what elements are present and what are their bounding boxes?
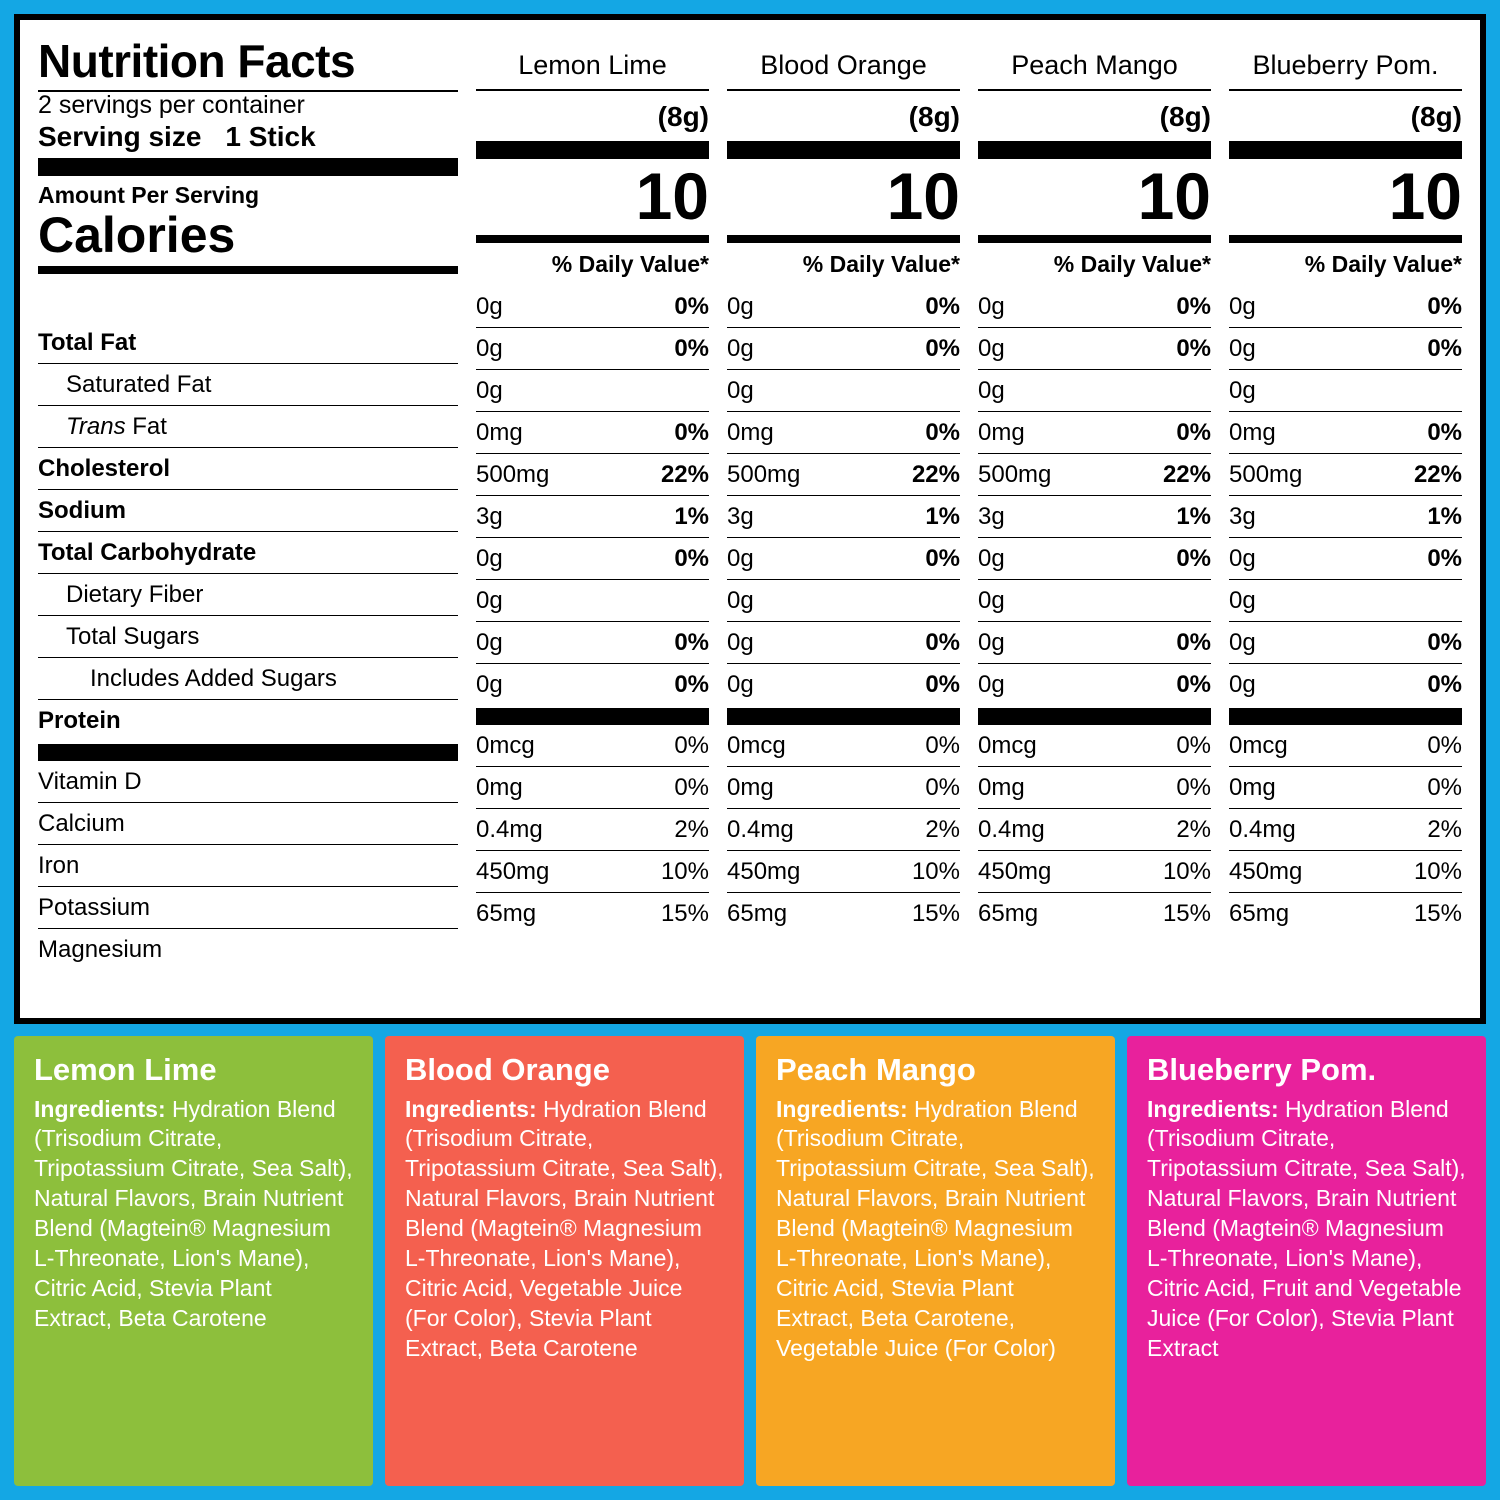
- daily-value: 10%: [1413, 858, 1462, 885]
- label-text: Magnesium: [38, 935, 163, 963]
- value-row-calcium: [1229, 766, 1462, 808]
- flavor-column-peach-mango: [978, 30, 1211, 1004]
- daily-value: 0%: [1427, 774, 1462, 801]
- value-row-trans-fat: [476, 369, 709, 411]
- value-row-sodium: [1229, 453, 1462, 495]
- flavor-column-blood-orange: [727, 30, 960, 1004]
- amount: 0g: [727, 293, 754, 320]
- daily-value: 0%: [674, 419, 709, 446]
- amount: 500mg: [1229, 461, 1303, 488]
- label-text: Potassium: [38, 893, 151, 921]
- amount: 450mg: [727, 858, 801, 885]
- nutrient-label-added-sugars: [38, 657, 458, 699]
- daily-value: 0%: [1427, 671, 1462, 698]
- ingredients-text: Hydration Blend (Trisodium Citrate, Tripotassium Citrate, Sea Salt), Natural Flavors, Brain Nutrient Blend (Magtein® Magnesium L-Threonate, Lion's Mane), Citric Acid, Vegetable Juice (For Color), Stevia Plant Extract, Beta Carotene: [405, 1095, 724, 1361]
- flavor-column-header: Lemon Lime: [476, 30, 709, 91]
- amount: 0g: [476, 629, 503, 656]
- amount: 0g: [476, 335, 503, 362]
- daily-value: 0%: [1176, 732, 1211, 759]
- calories-label: Calories: [38, 207, 236, 264]
- serving-weight: (8g): [1159, 101, 1211, 132]
- ingredient-card-title: Peach Mango: [776, 1052, 976, 1087]
- daily-value: 22%: [1413, 461, 1462, 488]
- divider-medium: [38, 266, 458, 274]
- amount: 0g: [978, 545, 1005, 572]
- value-row-cholesterol: [978, 411, 1211, 453]
- micronutrient-label-potassium: [38, 886, 458, 928]
- value-row-added-sugars: [727, 621, 960, 663]
- amount: 0g: [476, 671, 503, 698]
- amount: 0.4mg: [476, 816, 543, 843]
- daily-value: 2%: [1176, 816, 1211, 843]
- value-row-total-carbohydrate: [476, 495, 709, 537]
- divider-medium: [1229, 235, 1462, 243]
- label-text: Saturated Fat: [66, 370, 212, 398]
- calories-value: 10: [1388, 159, 1462, 233]
- calories-value: 10: [635, 159, 709, 233]
- value-row-saturated-fat: [727, 327, 960, 369]
- daily-value: 2%: [1427, 816, 1462, 843]
- amount: 0g: [1229, 293, 1256, 320]
- nutrient-label-cholesterol: [38, 447, 458, 489]
- value-row-vitamin-d: [727, 725, 960, 766]
- ingredient-cards: [14, 1036, 1486, 1486]
- value-row-total-fat: [978, 286, 1211, 327]
- value-row-trans-fat: [727, 369, 960, 411]
- amount: 65mg: [978, 900, 1039, 927]
- value-row-total-fat: [1229, 286, 1462, 327]
- value-row-total-sugars: [1229, 579, 1462, 621]
- value-row-total-carbohydrate: [727, 495, 960, 537]
- amount-per-serving-label: Amount Per Serving: [38, 182, 260, 209]
- value-row-saturated-fat: [1229, 327, 1462, 369]
- ingredient-card-body: [405, 1095, 724, 1364]
- value-row-iron: [1229, 808, 1462, 850]
- ingredients-lead: Ingredients:: [34, 1095, 166, 1122]
- micronutrient-label-list: [38, 761, 458, 970]
- daily-value: 1%: [674, 503, 709, 530]
- ingredient-card-title: Blood Orange: [405, 1052, 610, 1087]
- ingredient-card-blueberry-pom: [1127, 1036, 1486, 1486]
- amount: 0mg: [476, 774, 523, 801]
- value-row-protein: [1229, 663, 1462, 705]
- amount: 0g: [978, 629, 1005, 656]
- daily-value: 10%: [660, 858, 709, 885]
- value-row-total-fat: [476, 286, 709, 327]
- value-row-magnesium: [1229, 892, 1462, 934]
- amount: 0.4mg: [978, 816, 1045, 843]
- daily-value: 10%: [1162, 858, 1211, 885]
- amount: 0g: [1229, 671, 1256, 698]
- amount: 0mg: [978, 774, 1025, 801]
- value-list: [727, 286, 960, 705]
- serving-weight: (8g): [657, 101, 709, 132]
- daily-value: 2%: [925, 816, 960, 843]
- daily-value: 0%: [1176, 629, 1211, 656]
- daily-value: 0%: [1427, 629, 1462, 656]
- value-row-dietary-fiber: [727, 537, 960, 579]
- amount: 0g: [1229, 377, 1256, 404]
- value-row-dietary-fiber: [1229, 537, 1462, 579]
- value-row-calcium: [476, 766, 709, 808]
- amount: 500mg: [978, 461, 1052, 488]
- nutrient-label-saturated-fat: [38, 363, 458, 405]
- value-row-iron: [727, 808, 960, 850]
- value-row-cholesterol: [1229, 411, 1462, 453]
- dv-header-spacer: [38, 276, 458, 322]
- amount: 0g: [1229, 587, 1256, 614]
- daily-value: 0%: [925, 335, 960, 362]
- daily-value-header: % Daily Value*: [802, 251, 960, 277]
- value-row-total-carbohydrate: [1229, 495, 1462, 537]
- value-row-total-carbohydrate: [978, 495, 1211, 537]
- daily-value: 2%: [674, 816, 709, 843]
- amount: 500mg: [476, 461, 550, 488]
- value-row-added-sugars: [978, 621, 1211, 663]
- value-row-total-sugars: [727, 579, 960, 621]
- divider-thick: [38, 158, 458, 176]
- amount: 0g: [727, 545, 754, 572]
- amount: 0mcg: [727, 732, 786, 759]
- daily-value: 0%: [674, 629, 709, 656]
- value-row-potassium: [1229, 850, 1462, 892]
- amount: 0g: [1229, 545, 1256, 572]
- amount: 0mg: [1229, 419, 1276, 446]
- value-row-potassium: [978, 850, 1211, 892]
- serving-size-value: 1 Stick: [225, 120, 316, 152]
- divider-medium: [476, 235, 709, 243]
- ingredients-lead: Ingredients:: [1147, 1095, 1279, 1122]
- value-row-saturated-fat: [476, 327, 709, 369]
- value-row-calcium: [978, 766, 1211, 808]
- amount: 0g: [978, 671, 1005, 698]
- nutrition-grid: [38, 30, 1462, 1004]
- daily-value: 1%: [925, 503, 960, 530]
- daily-value: 0%: [1176, 419, 1211, 446]
- label-text: Iron: [38, 851, 80, 879]
- flavor-column-header: Blueberry Pom.: [1229, 30, 1462, 91]
- divider-bar: [1229, 708, 1462, 725]
- amount: 3g: [727, 503, 754, 530]
- amount: 450mg: [476, 858, 550, 885]
- daily-value: 1%: [1427, 503, 1462, 530]
- daily-value: 0%: [674, 293, 709, 320]
- divider-thick: [727, 141, 960, 159]
- ingredient-card-body: [34, 1095, 353, 1334]
- micronutrient-value-list: [727, 725, 960, 934]
- amount: 0.4mg: [1229, 816, 1296, 843]
- page-title: Nutrition Facts: [38, 35, 356, 87]
- amount: 0mg: [727, 774, 774, 801]
- value-row-potassium: [727, 850, 960, 892]
- value-row-added-sugars: [1229, 621, 1462, 663]
- amount: 3g: [476, 503, 503, 530]
- daily-value: 0%: [925, 419, 960, 446]
- ingredient-card-blood-orange: [385, 1036, 744, 1486]
- ingredient-card-body: [776, 1095, 1095, 1364]
- label-text: Total Carbohydrate: [38, 538, 257, 566]
- value-row-vitamin-d: [978, 725, 1211, 766]
- ingredients-lead: Ingredients:: [405, 1095, 537, 1122]
- daily-value: 0%: [1427, 732, 1462, 759]
- ingredient-card-peach-mango: [756, 1036, 1115, 1486]
- micronutrient-value-list: [978, 725, 1211, 934]
- nutrient-label-dietary-fiber: [38, 573, 458, 615]
- amount: 0mcg: [476, 732, 535, 759]
- amount: 0.4mg: [727, 816, 794, 843]
- daily-value: 0%: [925, 671, 960, 698]
- daily-value-header: % Daily Value*: [1053, 251, 1211, 277]
- daily-value: 15%: [911, 900, 960, 927]
- value-row-protein: [727, 663, 960, 705]
- divider-bar: [476, 708, 709, 725]
- value-row-dietary-fiber: [476, 537, 709, 579]
- nutrient-label-list: [38, 322, 458, 741]
- amount: 0mcg: [978, 732, 1037, 759]
- amount: 0g: [727, 629, 754, 656]
- amount: 0g: [727, 377, 754, 404]
- micronutrient-label-calcium: [38, 802, 458, 844]
- value-list: [978, 286, 1211, 705]
- nutrition-facts-panel: [14, 14, 1486, 1024]
- amount: 500mg: [727, 461, 801, 488]
- amount: 0mg: [727, 419, 774, 446]
- amount: 0g: [476, 545, 503, 572]
- ingredients-text: Hydration Blend (Trisodium Citrate, Tripotassium Citrate, Sea Salt), Natural Flavors, Brain Nutrient Blend (Magtein® Magnesium L-Threonate, Lion's Mane), Citric Acid, Fruit and Vegetable Juice (For Color), Stevia Plant Extract: [1147, 1095, 1466, 1361]
- amount: 0g: [978, 293, 1005, 320]
- daily-value: 0%: [674, 671, 709, 698]
- ingredients-text: Hydration Blend (Trisodium Citrate, Tripotassium Citrate, Sea Salt), Natural Flavors, Brain Nutrient Blend (Magtein® Magnesium L-Threonate, Lion's Mane), Citric Acid, Stevia Plant Extract, Beta Carotene, Vegetable Juice (For Color): [776, 1095, 1095, 1361]
- amount: 450mg: [978, 858, 1052, 885]
- value-row-trans-fat: [1229, 369, 1462, 411]
- divider-thick: [1229, 141, 1462, 159]
- value-row-saturated-fat: [978, 327, 1211, 369]
- value-list: [476, 286, 709, 705]
- label-text: Total Fat: [38, 328, 137, 356]
- daily-value: 0%: [1427, 293, 1462, 320]
- micronutrient-value-list: [476, 725, 709, 934]
- micronutrient-label-vitamin-d: [38, 761, 458, 802]
- flavor-column-header: Peach Mango: [978, 30, 1211, 91]
- amount: 0g: [978, 377, 1005, 404]
- serving-weight: (8g): [1410, 101, 1462, 132]
- value-row-sodium: [978, 453, 1211, 495]
- ingredient-card-lemon-lime: [14, 1036, 373, 1486]
- divider-medium: [978, 235, 1211, 243]
- daily-value: 0%: [1176, 671, 1211, 698]
- daily-value: 0%: [925, 545, 960, 572]
- amount: 65mg: [727, 900, 788, 927]
- value-row-cholesterol: [727, 411, 960, 453]
- value-row-protein: [978, 663, 1211, 705]
- daily-value: 0%: [674, 545, 709, 572]
- daily-value: 15%: [1162, 900, 1211, 927]
- daily-value: 0%: [674, 732, 709, 759]
- nutrient-label-total-carbohydrate: [38, 531, 458, 573]
- value-row-trans-fat: [978, 369, 1211, 411]
- daily-value: 0%: [1427, 335, 1462, 362]
- label-text: Vitamin D: [38, 767, 142, 795]
- amount: 0g: [727, 671, 754, 698]
- value-row-magnesium: [476, 892, 709, 934]
- label-text: Includes Added Sugars: [90, 664, 337, 692]
- calories-value: 10: [886, 159, 960, 233]
- calories-value: 10: [1137, 159, 1211, 233]
- micronutrient-label-magnesium: [38, 928, 458, 970]
- value-row-vitamin-d: [1229, 725, 1462, 766]
- label-text: Protein: [38, 706, 121, 734]
- daily-value: 0%: [1176, 774, 1211, 801]
- servings-per-container: 2 servings per container: [38, 91, 305, 119]
- amount: 0g: [727, 587, 754, 614]
- amount: 65mg: [476, 900, 537, 927]
- ingredient-card-title: Blueberry Pom.: [1147, 1052, 1377, 1087]
- daily-value: 0%: [925, 774, 960, 801]
- label-text: Sodium: [38, 496, 126, 524]
- amount: 0g: [476, 377, 503, 404]
- daily-value: 0%: [1176, 293, 1211, 320]
- label-text: Total Sugars: [66, 622, 200, 650]
- value-row-dietary-fiber: [978, 537, 1211, 579]
- amount: 0mg: [1229, 774, 1276, 801]
- serving-weight: (8g): [908, 101, 960, 132]
- daily-value: 22%: [660, 461, 709, 488]
- amount: 0g: [978, 587, 1005, 614]
- micronutrient-label-iron: [38, 844, 458, 886]
- daily-value: 0%: [925, 629, 960, 656]
- ingredients-text: Hydration Blend (Trisodium Citrate, Tripotassium Citrate, Sea Salt), Natural Flavors, Brain Nutrient Blend (Magtein® Magnesium L-Threonate, Lion's Mane), Citric Acid, Stevia Plant Extract, Beta Carotene: [34, 1095, 353, 1331]
- amount: 65mg: [1229, 900, 1290, 927]
- amount: 0mg: [978, 419, 1025, 446]
- daily-value: 0%: [1427, 545, 1462, 572]
- amount: 0g: [1229, 335, 1256, 362]
- serving-size-label: Serving size: [38, 120, 202, 152]
- value-row-iron: [476, 808, 709, 850]
- divider-medium: [727, 235, 960, 243]
- daily-value: 10%: [911, 858, 960, 885]
- daily-value: 22%: [1162, 461, 1211, 488]
- daily-value: 0%: [1176, 335, 1211, 362]
- daily-value: 0%: [925, 732, 960, 759]
- daily-value: 1%: [1176, 503, 1211, 530]
- divider-thick: [476, 141, 709, 159]
- label-text: Calcium: [38, 809, 125, 837]
- daily-value: 15%: [1413, 900, 1462, 927]
- nutrient-label-total-sugars: [38, 615, 458, 657]
- micronutrient-value-list: [1229, 725, 1462, 934]
- flavor-column-header: Blood Orange: [727, 30, 960, 91]
- divider-thick: [978, 141, 1211, 159]
- serving-size-row: [38, 122, 458, 157]
- divider-bar: [727, 708, 960, 725]
- daily-value: 0%: [1427, 419, 1462, 446]
- amount: 450mg: [1229, 858, 1303, 885]
- daily-value: 0%: [674, 774, 709, 801]
- value-row-vitamin-d: [476, 725, 709, 766]
- nutrient-label-sodium: [38, 489, 458, 531]
- value-row-total-fat: [727, 286, 960, 327]
- value-row-potassium: [476, 850, 709, 892]
- nutrient-label-total-fat: [38, 322, 458, 363]
- ingredients-lead: Ingredients:: [776, 1095, 908, 1122]
- label-text: Dietary Fiber: [66, 580, 204, 608]
- divider-bar: [38, 744, 458, 761]
- amount: 0g: [476, 293, 503, 320]
- value-row-magnesium: [978, 892, 1211, 934]
- nutrition-label-column: [38, 30, 458, 1004]
- amount: 0mcg: [1229, 732, 1288, 759]
- amount: 3g: [978, 503, 1005, 530]
- value-row-total-sugars: [978, 579, 1211, 621]
- value-row-iron: [978, 808, 1211, 850]
- value-row-sodium: [476, 453, 709, 495]
- amount: 3g: [1229, 503, 1256, 530]
- daily-value: 0%: [925, 293, 960, 320]
- nutrient-label-protein: [38, 699, 458, 741]
- value-row-cholesterol: [476, 411, 709, 453]
- daily-value: 22%: [911, 461, 960, 488]
- label-text: Cholesterol: [38, 454, 171, 482]
- flavor-column-blueberry-pom: [1229, 30, 1462, 1004]
- amount: 0g: [727, 335, 754, 362]
- daily-value: 0%: [1176, 545, 1211, 572]
- amount: 0g: [1229, 629, 1256, 656]
- value-row-total-sugars: [476, 579, 709, 621]
- daily-value-header: % Daily Value*: [551, 251, 709, 277]
- value-row-magnesium: [727, 892, 960, 934]
- amount: 0mg: [476, 419, 523, 446]
- daily-value: 15%: [660, 900, 709, 927]
- amount: 0g: [978, 335, 1005, 362]
- value-row-sodium: [727, 453, 960, 495]
- daily-value: 0%: [674, 335, 709, 362]
- amount: 0g: [476, 587, 503, 614]
- value-list: [1229, 286, 1462, 705]
- ingredient-card-body: [1147, 1095, 1466, 1364]
- value-row-added-sugars: [476, 621, 709, 663]
- nutrient-label-trans-fat: Trans Fat: [38, 405, 458, 447]
- value-row-protein: [476, 663, 709, 705]
- divider-bar: [978, 708, 1211, 725]
- ingredient-card-title: Lemon Lime: [34, 1052, 217, 1087]
- flavor-column-lemon-lime: [476, 30, 709, 1004]
- value-row-calcium: [727, 766, 960, 808]
- daily-value-header: % Daily Value*: [1304, 251, 1462, 277]
